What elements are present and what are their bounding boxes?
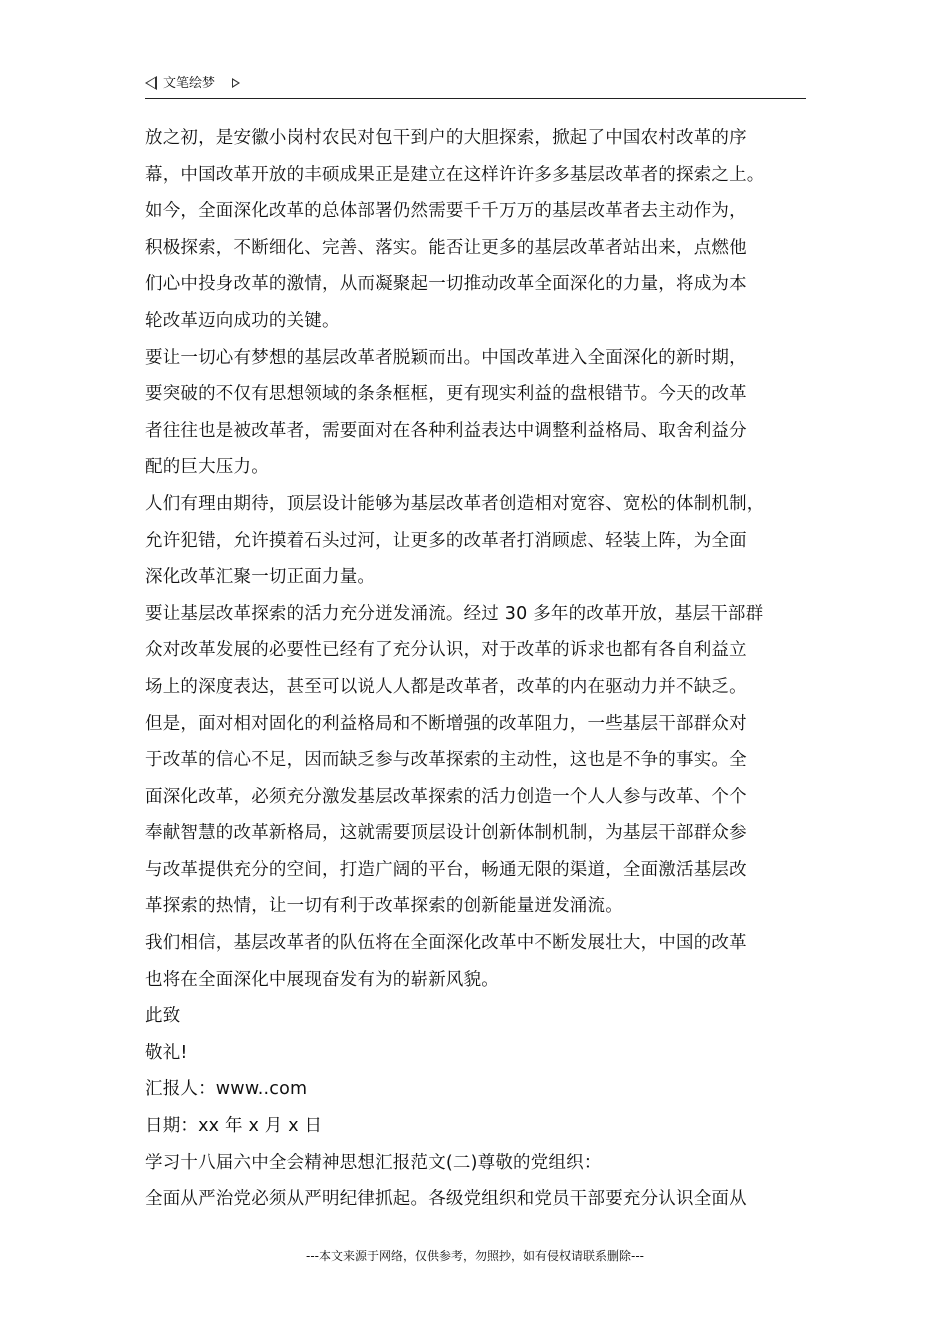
body-line: 与改革提供充分的空间，打造广阔的平台，畅通无限的渠道，全面激活基层改 xyxy=(145,859,747,880)
body-line: 配的巨大压力。 xyxy=(145,457,269,478)
header-title: 文笔绘梦 xyxy=(163,76,216,91)
body-line: 如今，全面深化改革的总体部署仍然需要千千万万的基层改革者去主动作为， xyxy=(145,201,747,222)
body-line: 奉献智慧的改革新格局，这就需要顶层设计创新体制机制，为基层干部群众参 xyxy=(145,823,747,844)
body-line: 幕，中国改革开放的丰硕成果正是建立在这样许许多多基层改革者的探索之上。 xyxy=(145,164,765,185)
triangle-right-icon xyxy=(232,78,240,88)
document-body xyxy=(145,120,815,1218)
body-line: 于改革的信心不足，因而缺乏参与改革探索的主动性，这也是不争的事实。全 xyxy=(145,750,747,771)
body-line: 放之初，是安徽小岗村农民对包干到户的大胆探索，掀起了中国农村改革的序 xyxy=(145,128,747,148)
body-line: 面深化改革，必须充分激发基层改革探索的活力创造一个人人参与改革、个个 xyxy=(145,786,747,807)
body-line: 场上的深度表达，甚至可以说人人都是改革者，改革的内在驱动力并不缺乏。 xyxy=(145,676,747,697)
page-footer-disclaimer: ---本文来源于网络，仅供参考，勿照抄，如有侵权请联系删除--- xyxy=(306,1249,644,1263)
section-title-line: 学习十八届六中全会精神思想汇报范文(二)尊敬的党组织： xyxy=(145,1152,602,1173)
date-line: 日期：xx 年 x 月 x 日 xyxy=(145,1116,323,1137)
body-line: 众对改革发展的必要性已经有了充分认识，对于改革的诉求也都有各自利益立 xyxy=(145,640,747,661)
closing-regards: 敬礼! xyxy=(145,1042,188,1063)
reporter-line: 汇报人：www..com xyxy=(145,1079,308,1100)
body-line: 积极探索，不断细化、完善、落实。能否让更多的基层改革者站出来，点燃他 xyxy=(145,237,747,258)
body-line: 我们相信，基层改革者的队伍将在全面深化改革中不断发展壮大，中国的改革 xyxy=(145,933,747,954)
body-line: 全面从严治党必须从严明纪律抓起。各级党组织和党员干部要充分认识全面从 xyxy=(145,1189,747,1210)
body-line: 但是，面对相对固化的利益格局和不断增强的改革阻力，一些基层干部群众对 xyxy=(145,713,747,734)
body-line: 要让基层改革探索的活力充分迸发涌流。经过 30 多年的改革开放，基层干部群 xyxy=(145,603,764,624)
triangle-left-icon xyxy=(145,76,157,90)
body-line: 者往往也是被改革者，需要面对在各种利益表达中调整利益格局、取舍利益分 xyxy=(145,420,747,441)
body-line: 们心中投身改革的激情，从而凝聚起一切推动改革全面深化的力量，将成为本 xyxy=(145,274,747,295)
closing-salutation: 此致 xyxy=(145,1006,181,1027)
body-line: 要让一切心有梦想的基层改革者脱颖而出。中国改革进入全面深化的新时期， xyxy=(145,347,747,368)
body-line: 革探索的热情，让一切有利于改革探索的创新能量迸发涌流。 xyxy=(145,896,623,917)
body-line: 人们有理由期待，顶层设计能够为基层改革者创造相对宽容、宽松的体制机制， xyxy=(145,493,765,514)
body-line: 深化改革汇聚一切正面力量。 xyxy=(145,567,376,588)
body-line: 允许犯错，允许摸着石头过河，让更多的改革者打消顾虑、轻装上阵，为全面 xyxy=(145,530,747,551)
page-header xyxy=(145,74,806,99)
body-line: 也将在全面深化中展现奋发有为的崭新风貌。 xyxy=(145,969,499,990)
body-line: 要突破的不仅有思想领域的条条框框，更有现实利益的盘根错节。今天的改革 xyxy=(145,384,747,405)
body-line: 轮改革迈向成功的关键。 xyxy=(145,310,340,331)
